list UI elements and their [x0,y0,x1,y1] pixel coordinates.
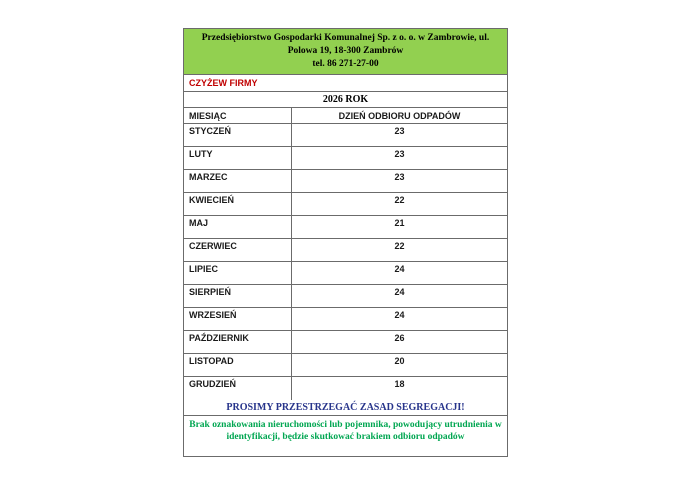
company-phone-line: tel. 86 271-27-00 [312,59,379,69]
day-cell: 24 [394,287,405,297]
day-cell: 20 [394,356,405,366]
day-cell: 23 [394,172,405,182]
month-cell: KWIECIEŃ [184,193,292,215]
month-cell: SIERPIEŃ [184,285,292,307]
day-cell: 18 [394,379,405,389]
region-label-row [184,75,507,92]
table-row [184,354,507,377]
month-cell: CZERWIEC [184,239,292,261]
day-cell: 24 [394,264,405,274]
table-row [184,285,507,308]
table-row [184,308,507,331]
month-cell: PAŹDZIERNIK [184,331,292,353]
month-rows [184,124,507,400]
year-title-row [184,92,507,108]
segregation-notice: PROSIMY PRZESTRZEGAĆ ZASAD SEGREGACJI! [226,402,465,413]
identification-note-row [184,416,507,456]
day-cell: 22 [394,241,405,251]
table-row [184,239,507,262]
day-cell: 22 [394,195,405,205]
company-name-line: Przedsiębiorstwo Gospodarki Komunalnej Sp. z o. o. w Zambrowie, ul. [201,33,490,43]
table-row [184,170,507,193]
column-header-row [184,108,507,124]
identification-note-line2: identyfikacji, będzie skutkować brakiem odbioru odpadów [226,432,465,442]
month-cell: MARZEC [184,170,292,192]
month-cell: LISTOPAD [184,354,292,376]
table-row [184,377,507,400]
segregation-notice-row [184,400,507,416]
month-cell: MAJ [184,216,292,238]
table-row [184,331,507,354]
waste-schedule-table [183,28,508,457]
company-header [184,29,507,75]
month-cell: GRUDZIEŃ [184,377,292,400]
month-cell: LUTY [184,147,292,169]
table-row [184,124,507,147]
table-row [184,262,507,285]
region-label: CZYŻEW FIRMY [189,78,258,88]
column-header-day: DZIEŃ ODBIORU ODPADÓW [338,111,461,121]
company-address-line: Polowa 19, 18-300 Zambrów [287,46,404,56]
day-cell: 21 [394,218,405,228]
day-cell: 24 [394,310,405,320]
day-cell: 23 [394,149,405,159]
identification-note-line1: Brak oznakowania nieruchomości lub pojemnika, powodujący utrudnienia w [189,420,502,430]
table-row [184,193,507,216]
month-cell: LIPIEC [184,262,292,284]
year-title: 2026 ROK [322,94,369,105]
day-cell: 23 [394,126,405,136]
month-cell: STYCZEŃ [184,124,292,146]
column-header-month: MIESIĄC [184,108,292,123]
table-row [184,147,507,170]
table-row [184,216,507,239]
month-cell: WRZESIEŃ [184,308,292,330]
day-cell: 26 [394,333,405,343]
